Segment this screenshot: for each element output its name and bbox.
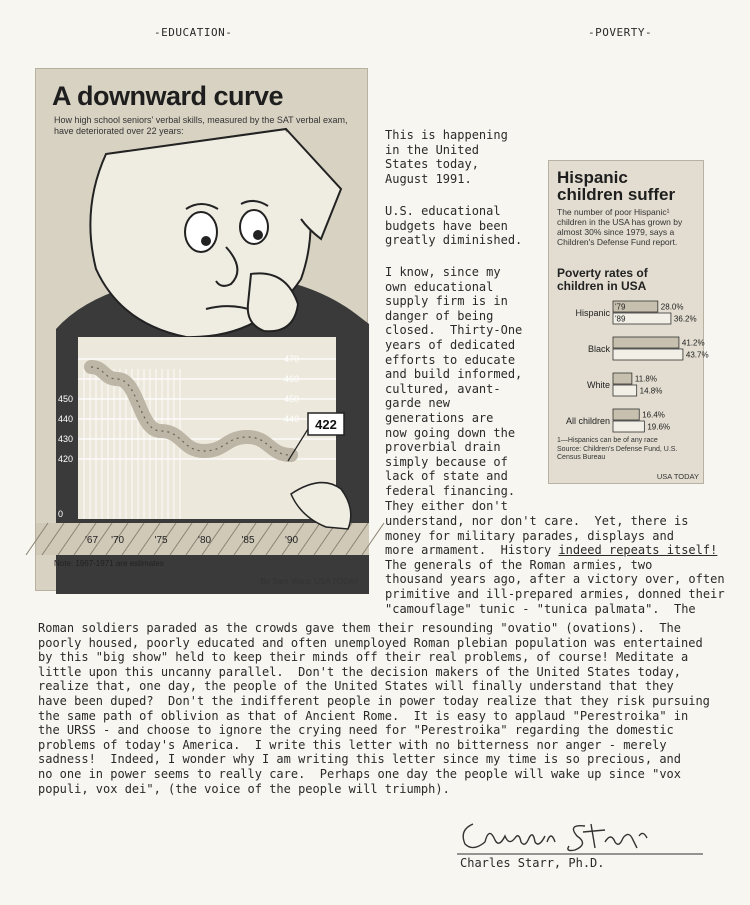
clipping2-description: The number of poor Hispanic¹ children in the USA has grown by almost 30% since 1979, says a Children's Defense Fund report.: [557, 207, 683, 247]
signer-name: Charles Starr, Ph.D.: [460, 856, 605, 870]
letter-paragraph-history: [385, 514, 725, 616]
poverty-bar: [613, 385, 637, 396]
y-tick-label-right: 440: [284, 414, 300, 424]
clipping2-title-line2: children suffer: [557, 185, 676, 204]
x-tick-label: '67: [85, 535, 99, 546]
letter-paragraph-rome: Roman soldiers paraded as the crowds gave them their resounding "ovatio" (ovations). The poorly housed, poorly educated and often unemployed Roman plebian population was entertained by this "big show" held to keep their minds off their real problems, of course! Meditate a little upon this uncanny parallel. Don't the decision makers of the United States today, realize that, one day, the people of the United States will finally understand that they have been duped? Don't the indifferent people in power today realize that they risk pursuing the same path of oblivion as that of Ancient Rome. It is easy to applaud "Perestroika" in the URSS - and choose to ignore the crying need for "Perestroika" regarding the domestic problems of today's America. I write this letter with no bitterness nor anger - merely sadness! Indeed, I wonder why I am writing this letter since my time is so precious, and no one in power seems to really care. Perhaps one day the people will wake up since "vox populi, vox dei", (the voice of the people will triumph).: [38, 621, 710, 796]
footnote-text: 1—Hispanics can be of any race: [557, 437, 658, 444]
bar-value-label: 16.4%: [642, 410, 665, 420]
bar-value-label: 11.8%: [634, 374, 657, 384]
y-tick-label-left: 0: [58, 509, 64, 519]
header-education: -EDUCATION-: [154, 26, 233, 39]
y-tick-label-right: 460: [284, 374, 300, 384]
bar-value-label: 19.6%: [647, 422, 671, 432]
letter-line: "camouflage" tunic - "tunica palmata". The: [385, 601, 696, 616]
clipping-hispanic-children: [548, 160, 709, 484]
x-tick-label: '70: [111, 535, 125, 546]
header-poverty: -POVERTY-: [588, 26, 653, 39]
bar-value-label: 41.2%: [681, 338, 705, 348]
clipping1-title: A downward curve: [52, 81, 284, 111]
x-tick-label: '80: [198, 535, 212, 546]
clipping2-title-line1: Hispanic: [557, 168, 628, 187]
letter-line: primitive and ill-prepared armies, donned their: [385, 586, 725, 601]
callout-value: 422: [315, 417, 337, 432]
x-tick-label: '90: [285, 535, 299, 546]
x-tick-label: '85: [241, 535, 255, 546]
bar-value-label: 36.2%: [673, 314, 697, 324]
y-tick-label-left: 450: [58, 394, 74, 404]
letter-paragraph-budgets: U.S. educational budgets have been greatly diminished.: [385, 204, 523, 248]
y-tick-label-left: 430: [58, 434, 74, 444]
letter-line: The generals of the Roman armies, two: [385, 557, 653, 572]
y-tick-label-right: 450: [284, 394, 300, 404]
category-label: All children: [565, 416, 610, 426]
poverty-bar: [613, 337, 679, 348]
series-label: '89: [615, 314, 626, 324]
category-label: Black: [587, 344, 610, 354]
underlined-phrase: indeed repeats itself!: [558, 543, 718, 558]
poverty-chart-title-line1: Poverty rates of: [557, 266, 648, 280]
chart-credit: By Sam Ward, USA TODAY: [260, 577, 359, 586]
poverty-chart-title-line2: children in USA: [557, 279, 647, 293]
y-tick-label-left: 440: [58, 414, 74, 424]
bar-value-label: 43.7%: [685, 350, 709, 360]
poverty-bar: [613, 421, 644, 432]
y-tick-label-right: 470: [284, 354, 300, 364]
clipping-downward-curve: [35, 68, 368, 591]
category-label: Hispanic: [575, 308, 610, 318]
poverty-bar: [613, 373, 632, 384]
poverty-bar: [613, 409, 639, 420]
chart-note: Note: 1967-1971 are estimates: [54, 559, 164, 568]
source-text: Source: Children's Defense Fund, U.S. Census Bureau: [557, 445, 678, 461]
poverty-chart-footnote: [557, 437, 699, 463]
y-tick-label-left: 420: [58, 454, 74, 464]
category-label: White: [586, 380, 610, 390]
usa-today-logo: USA TODAY: [656, 472, 699, 481]
sat-verbal-chart: [36, 69, 369, 592]
handwritten-signature: [455, 812, 705, 858]
poverty-bar: [613, 349, 683, 360]
letter-line: thousand years ago, after a victory over, often: [385, 572, 725, 587]
clipping1-subtitle: How high school seniors' verbal skills, measured by the SAT verbal exam, have deteriorated over 22 years:: [54, 115, 348, 136]
series-label: '79: [615, 302, 626, 312]
letter-line: money for military parades, displays and: [385, 528, 674, 543]
bar-value-label: 28.0%: [660, 302, 684, 312]
letter-paragraph-date: This is happening in the United States today, August 1991.: [385, 128, 508, 186]
bar-value-label: 14.8%: [639, 386, 663, 396]
letter-line: understand, nor don't care. Yet, there is: [385, 514, 689, 528]
x-tick-label: '75: [154, 535, 168, 546]
letter-paragraph-firm: I know, since my own educational supply firm is in danger of being closed. Thirty-One years of dedicated efforts to educate and build informed, cultured, avant- garde new generations are now going down the proverbial drain simply because of lack of state and federal financing. They either don't: [385, 265, 523, 513]
letter-line: more armament. History: [385, 543, 559, 558]
